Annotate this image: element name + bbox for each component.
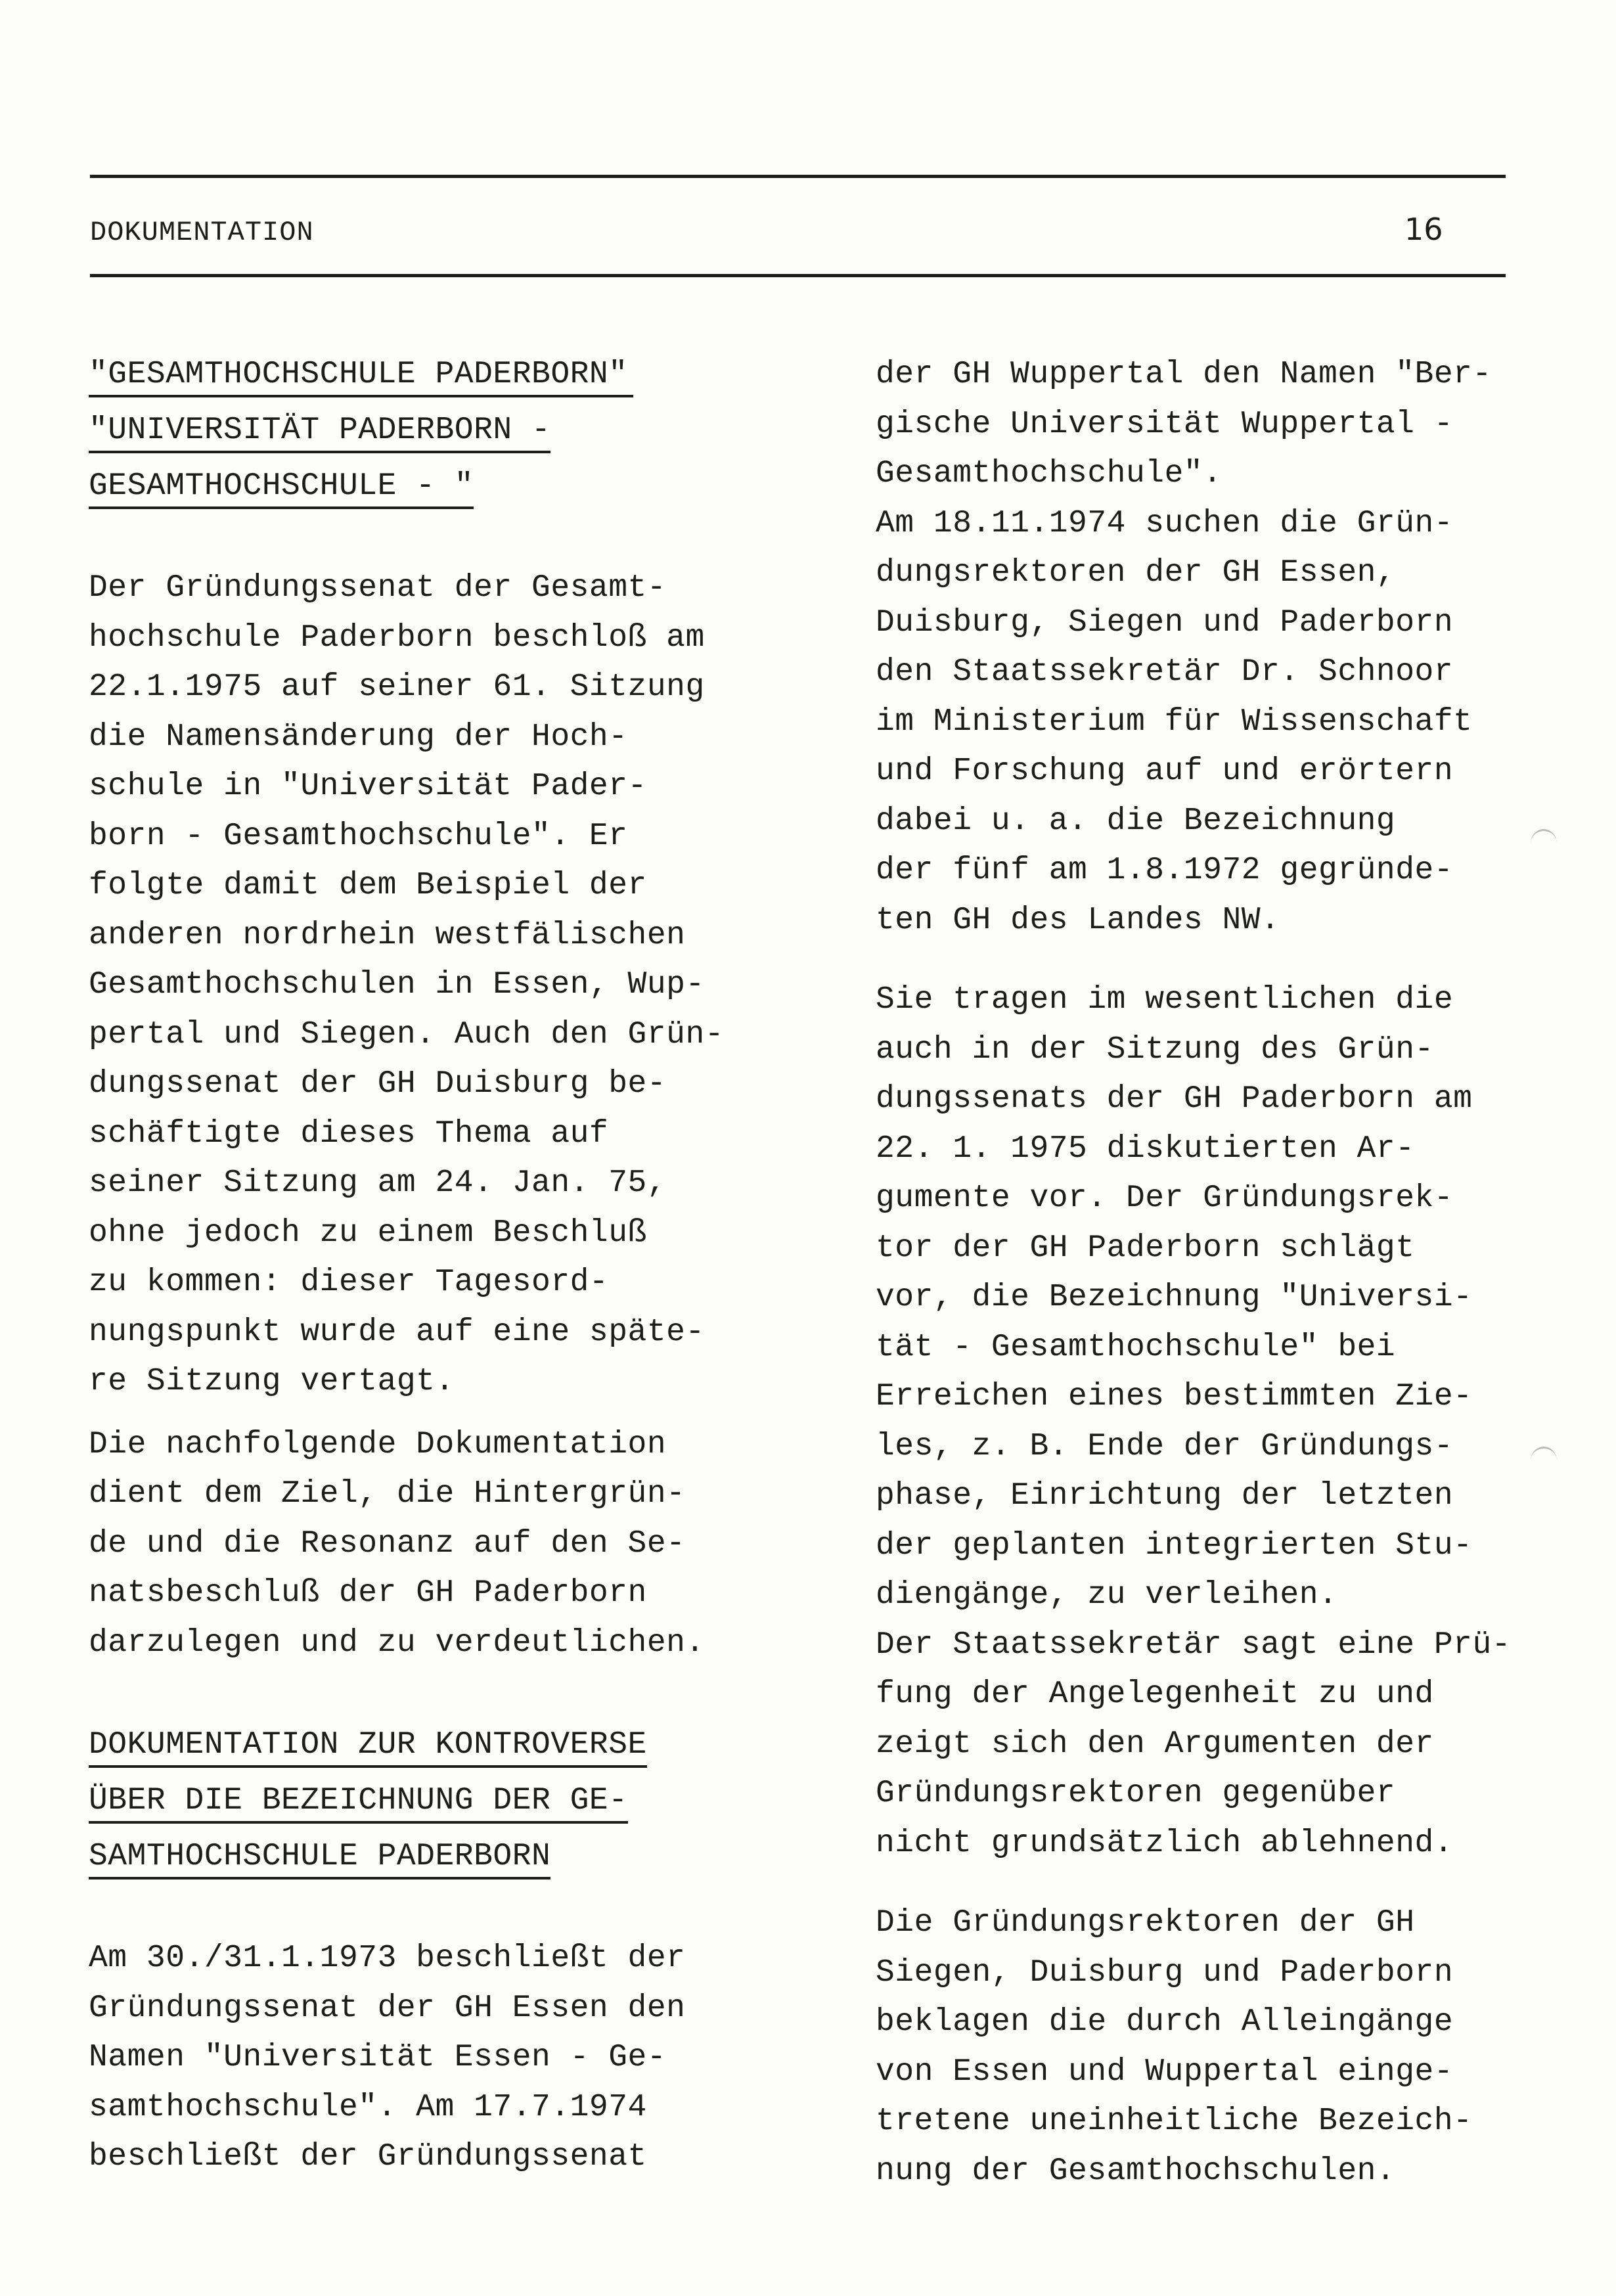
text-line: les, z. B. Ende der Gründungs- <box>876 1428 1454 1464</box>
subheading-line: DOKUMENTATION ZUR KONTROVERSE <box>89 1724 647 1768</box>
text-line: Gründungssenat der GH Essen den <box>89 1990 686 2026</box>
text-line: dient dem Ziel, die Hintergrün- <box>89 1476 686 1512</box>
text-line: Sie tragen im wesentlichen die <box>876 982 1454 1018</box>
text-line: Der Staatssekretär sagt eine Prü- <box>876 1627 1512 1663</box>
section-label: DOKUMENTATION <box>90 217 314 248</box>
text-line: diengänge, zu verleihen. <box>876 1577 1338 1613</box>
text-line: dungssenat der GH Duisburg be- <box>89 1066 667 1102</box>
paragraph-2 <box>876 976 1533 1868</box>
text-line: darzulegen und zu verdeutlichen. <box>89 1625 705 1661</box>
text-line: phase, Einrichtung der letzten <box>876 1478 1454 1514</box>
text-line: born - Gesamthochschule". Er <box>89 818 628 854</box>
paragraph-2 <box>89 1420 772 1669</box>
text-line: 22.1.1975 auf seiner 61. Sitzung <box>89 669 705 705</box>
text-line: ohne jedoch zu einem Beschluß <box>89 1215 647 1251</box>
text-line: Namen "Universität Essen - Ge- <box>89 2040 667 2075</box>
text-line: den Staatssekretär Dr. Schnoor <box>876 654 1454 690</box>
header-bottom-rule <box>90 274 1506 277</box>
text-line: die Namensänderung der Hoch- <box>89 719 628 755</box>
text-line: de und die Resonanz auf den Se- <box>89 1525 686 1562</box>
text-line: Am 18.11.1974 suchen die Grün- <box>876 505 1454 541</box>
text-line: Am 30./31.1.1973 beschließt der <box>89 1941 686 1976</box>
text-line: fung der Angelegenheit zu und <box>876 1677 1434 1712</box>
text-line: und Forschung auf und erörtern <box>876 754 1454 789</box>
paragraph-1 <box>876 350 1533 945</box>
title-line: GESAMTHOCHSCHULE - " <box>89 466 474 509</box>
section-subheading <box>89 1721 772 1888</box>
article-title <box>89 350 772 518</box>
text-line: nung der Gesamthochschulen. <box>876 2153 1396 2189</box>
left-column <box>89 350 772 2195</box>
right-column <box>876 350 1533 2209</box>
text-line: tor der GH Paderborn schlägt <box>876 1230 1415 1266</box>
text-line: dabei u. a. die Bezeichnung <box>876 803 1396 839</box>
text-line: zeigt sich den Argumenten der <box>876 1726 1434 1762</box>
title-line: "GESAMTHOCHSCHULE PADERBORN" <box>89 354 633 397</box>
text-line: folgte damit dem Beispiel der <box>89 868 647 903</box>
text-line: beklagen die durch Alleingänge <box>876 2004 1454 2040</box>
text-line: ten GH des Landes NW. <box>876 902 1280 938</box>
text-line: tät - Gesamthochschule" bei <box>876 1329 1396 1365</box>
header-top-rule <box>90 175 1506 178</box>
text-line: Gesamthochschulen in Essen, Wup- <box>89 967 705 1002</box>
text-line: seiner Sitzung am 24. Jan. 75, <box>89 1165 667 1201</box>
text-line: anderen nordrhein westfälischen <box>89 917 686 953</box>
text-line: gumente vor. Der Gründungsrek- <box>876 1181 1454 1216</box>
subheading-line: ÜBER DIE BEZEICHNUNG DER GE- <box>89 1780 628 1824</box>
text-line: gische Universität Wuppertal - <box>876 406 1454 442</box>
text-line: der GH Wuppertal den Namen "Ber- <box>876 357 1492 392</box>
text-line: hochschule Paderborn beschloß am <box>89 619 705 656</box>
text-line: auch in der Sitzung des Grün- <box>876 1031 1434 1068</box>
page-number: 16 <box>1404 212 1443 247</box>
text-line: beschließt der Gründungssenat <box>89 2139 647 2174</box>
text-line: im Ministerium für Wissenschaft <box>876 704 1473 740</box>
paragraph-3 <box>876 1899 1533 2196</box>
text-line: dungsrektoren der GH Essen, <box>876 555 1396 591</box>
text-line: schule in "Universität Pader- <box>89 769 647 804</box>
text-line: 22. 1. 1975 diskutierten Ar- <box>876 1131 1415 1167</box>
text-line: Duisburg, Siegen und Paderborn <box>876 604 1454 641</box>
text-line: natsbeschluß der GH Paderborn <box>89 1575 647 1611</box>
text-line: nungspunkt wurde auf eine späte- <box>89 1314 705 1350</box>
text-line: tretene uneinheitliche Bezeich- <box>876 2104 1473 2139</box>
title-line: "UNIVERSITÄT PADERBORN - <box>89 410 550 453</box>
text-line: Gesamthochschule". <box>876 456 1223 491</box>
paragraph-3 <box>89 1934 772 2182</box>
punch-hole-mark <box>1531 829 1557 857</box>
text-line: von Essen und Wuppertal einge- <box>876 2054 1454 2090</box>
text-line: re Sitzung vertagt. <box>89 1364 455 1399</box>
text-line: pertal und Siegen. Auch den Grün- <box>89 1016 725 1052</box>
text-line: Erreichen eines bestimmten Zie- <box>876 1379 1473 1414</box>
text-line: zu kommen: dieser Tagesord- <box>89 1265 609 1300</box>
text-line: samthochschule". Am 17.7.1974 <box>89 2089 647 2125</box>
paragraph-1 <box>89 564 772 1407</box>
text-line: nicht grundsätzlich ablehnend. <box>876 1825 1454 1861</box>
text-line: Gründungsrektoren gegenüber <box>876 1776 1396 1811</box>
text-line: Siegen, Duisburg und Paderborn <box>876 1954 1454 1991</box>
text-line: Der Gründungssenat der Gesamt- <box>89 570 667 606</box>
text-line: der geplanten integrierten Stu- <box>876 1527 1473 1564</box>
text-line: Die nachfolgende Dokumentation <box>89 1426 667 1462</box>
text-line: schäftigte dieses Thema auf <box>89 1115 609 1152</box>
text-line: dungssenats der GH Paderborn am <box>876 1081 1473 1117</box>
punch-hole-mark <box>1531 1447 1557 1475</box>
subheading-line: SAMTHOCHSCHULE PADERBORN <box>89 1836 550 1880</box>
text-line: der fünf am 1.8.1972 gegründe- <box>876 853 1454 888</box>
text-line: vor, die Bezeichnung "Universi- <box>876 1280 1473 1315</box>
text-line: Die Gründungsrektoren der GH <box>876 1905 1415 1941</box>
